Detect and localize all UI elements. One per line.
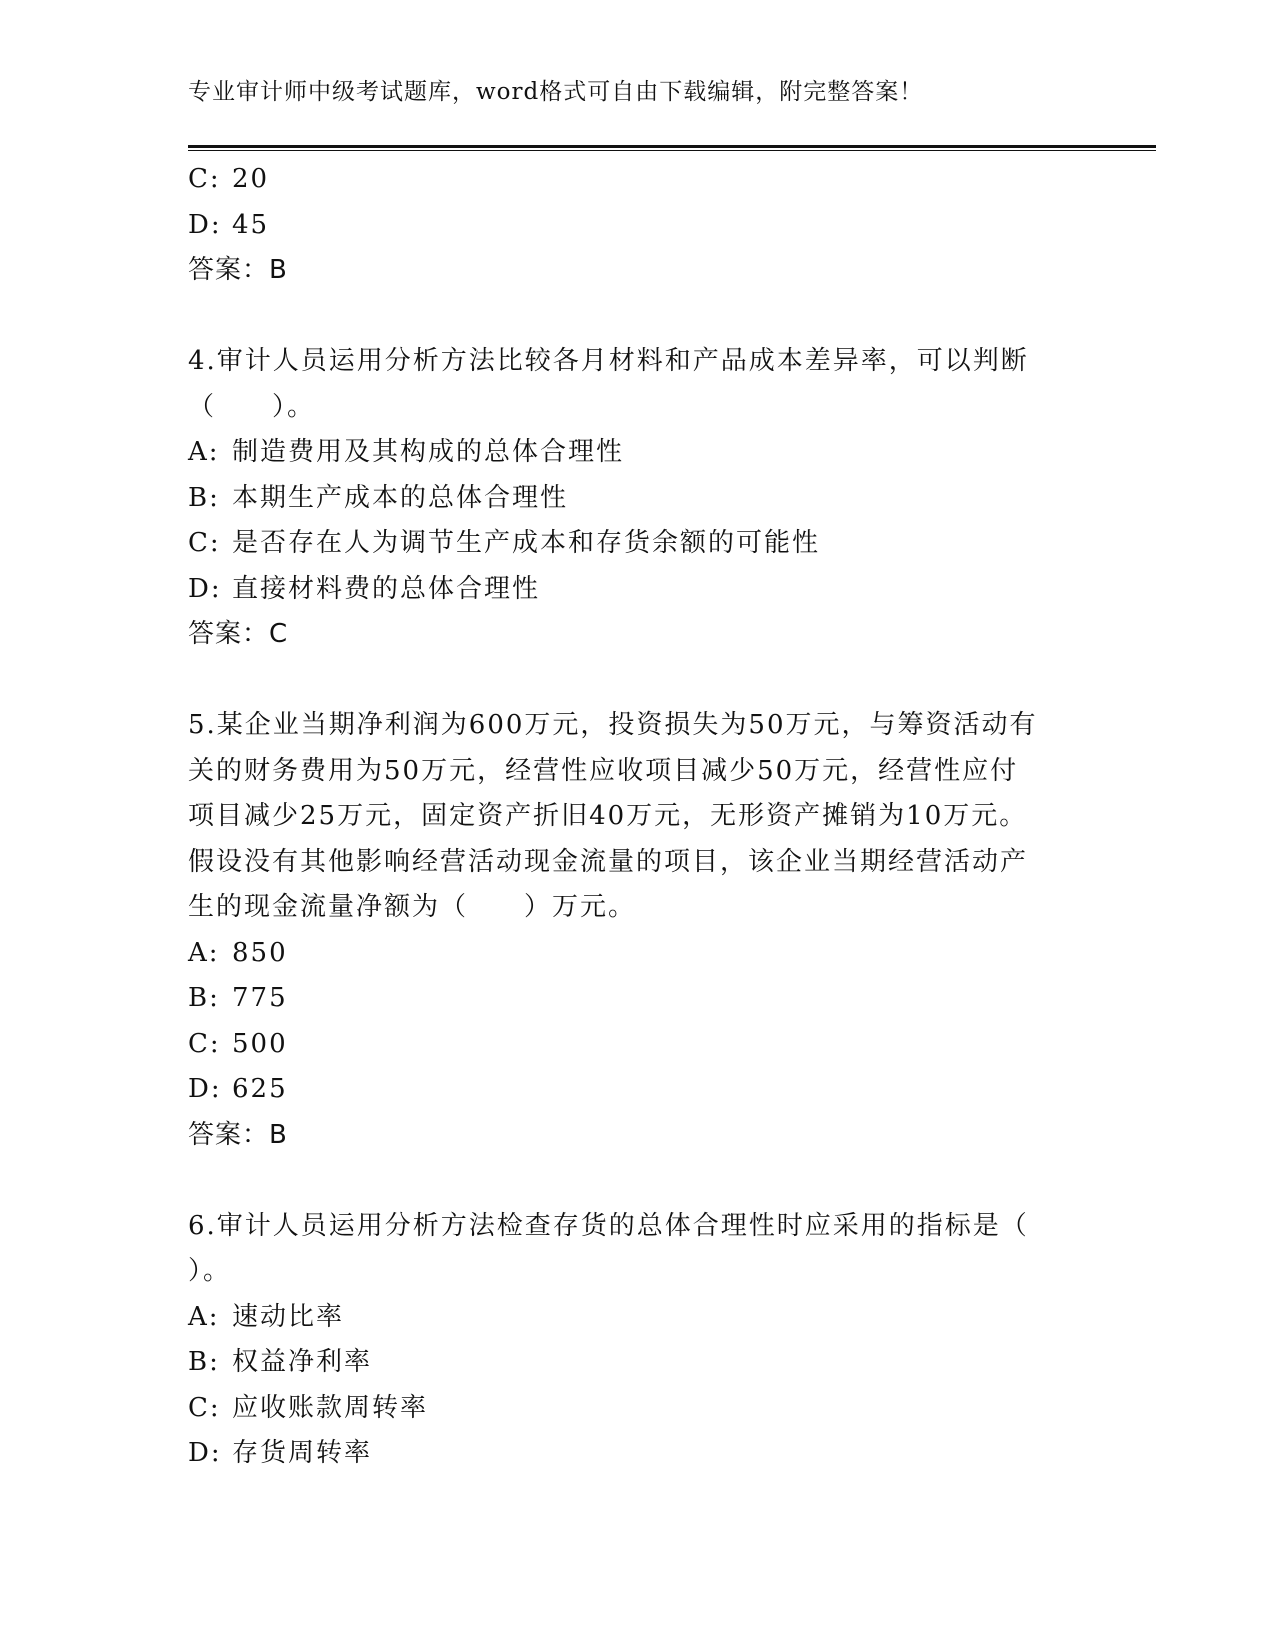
- option-line: [188, 931, 1068, 977]
- answer-line: 答案：C: [188, 619, 289, 649]
- question-block: [188, 1204, 1068, 1477]
- question-text-line: 关的财务费用为50万元，经营性应收项目减少50万元，经营性应付: [188, 755, 1019, 786]
- option-text: 制造费用及其构成的总体合理性: [232, 437, 625, 467]
- answer-line: 答案：B: [188, 255, 288, 285]
- option-letter: A:: [188, 1301, 220, 1332]
- option-letter: B:: [188, 482, 220, 513]
- option-text: 存货周转率: [232, 1438, 373, 1468]
- question-text-line: 5.某企业当期净利润为600万元，投资损失为50万元，与筹资活动有: [188, 710, 1038, 740]
- option-letter: D:: [188, 209, 222, 240]
- question-text-line: 4.审计人员运用分析方法比较各月材料和产品成本差异率，可以判断: [188, 346, 1029, 376]
- option-line: [188, 567, 1068, 613]
- option-text: 本期生产成本的总体合理性: [232, 482, 569, 513]
- option-line: [188, 1067, 1068, 1113]
- option-letter: A:: [188, 437, 220, 467]
- option-text: 直接材料费的总体合理性: [232, 573, 541, 604]
- option-text: 500: [232, 1028, 288, 1059]
- option-letter: C:: [188, 1392, 221, 1423]
- option-line: [188, 976, 1068, 1022]
- spacer: [188, 658, 1068, 704]
- option-letter: D:: [188, 1074, 222, 1104]
- header-rule-thick: [188, 145, 1156, 148]
- option-letter: D:: [188, 573, 222, 604]
- question-text-line: 6.审计人员运用分析方法检查存货的总体合理性时应采用的指标是（: [188, 1210, 1029, 1241]
- option-line: [188, 476, 1068, 522]
- option-letter: B:: [188, 1347, 220, 1377]
- option-letter: C:: [188, 528, 221, 558]
- option-line: [188, 157, 1068, 203]
- option-text: 625: [232, 1074, 288, 1104]
- option-line: [188, 1431, 1068, 1477]
- question-text-line: 项目减少25万元，固定资产折旧40万元，无形资产摊销为10万元。: [188, 801, 1028, 831]
- option-line: [188, 1295, 1068, 1341]
- document-body: [188, 157, 1068, 1477]
- option-text: 权益净利率: [232, 1347, 373, 1377]
- option-text: 应收账款周转率: [232, 1392, 429, 1423]
- question-text-line: 生的现金流量净额为（ ）万元。: [188, 892, 637, 922]
- question-block: [188, 703, 1068, 1158]
- question-block: [188, 339, 1068, 658]
- option-line: [188, 430, 1068, 476]
- header-rule-thin: [188, 150, 1156, 151]
- option-line: [188, 203, 1068, 249]
- question-text-line: （ ）。: [188, 391, 316, 422]
- option-letter: C:: [188, 164, 221, 194]
- answer-line: 答案：B: [188, 1119, 288, 1150]
- option-line: [188, 1386, 1068, 1432]
- option-letter: D:: [188, 1438, 222, 1468]
- option-text: 速动比率: [232, 1301, 345, 1332]
- option-text: 45: [232, 209, 270, 240]
- option-line: [188, 521, 1068, 567]
- page-header: 专业审计师中级考试题库，word格式可自由下载编辑，附完整答案！: [188, 79, 924, 105]
- option-letter: C:: [188, 1028, 221, 1059]
- option-line: [188, 1340, 1068, 1386]
- option-line: [188, 1022, 1068, 1068]
- option-text: 775: [232, 983, 288, 1013]
- question-text-line: ）。: [188, 1256, 232, 1286]
- option-text: 850: [232, 937, 288, 968]
- carryover-block: [188, 157, 1068, 294]
- spacer: [188, 1158, 1068, 1204]
- spacer: [188, 294, 1068, 340]
- option-letter: A:: [188, 937, 220, 968]
- question-text-line: 假设没有其他影响经营活动现金流量的项目，该企业当期经营活动产: [188, 846, 1029, 877]
- option-letter: B:: [188, 983, 220, 1013]
- option-text: 是否存在人为调节生产成本和存货余额的可能性: [232, 528, 821, 558]
- option-text: 20: [232, 164, 270, 194]
